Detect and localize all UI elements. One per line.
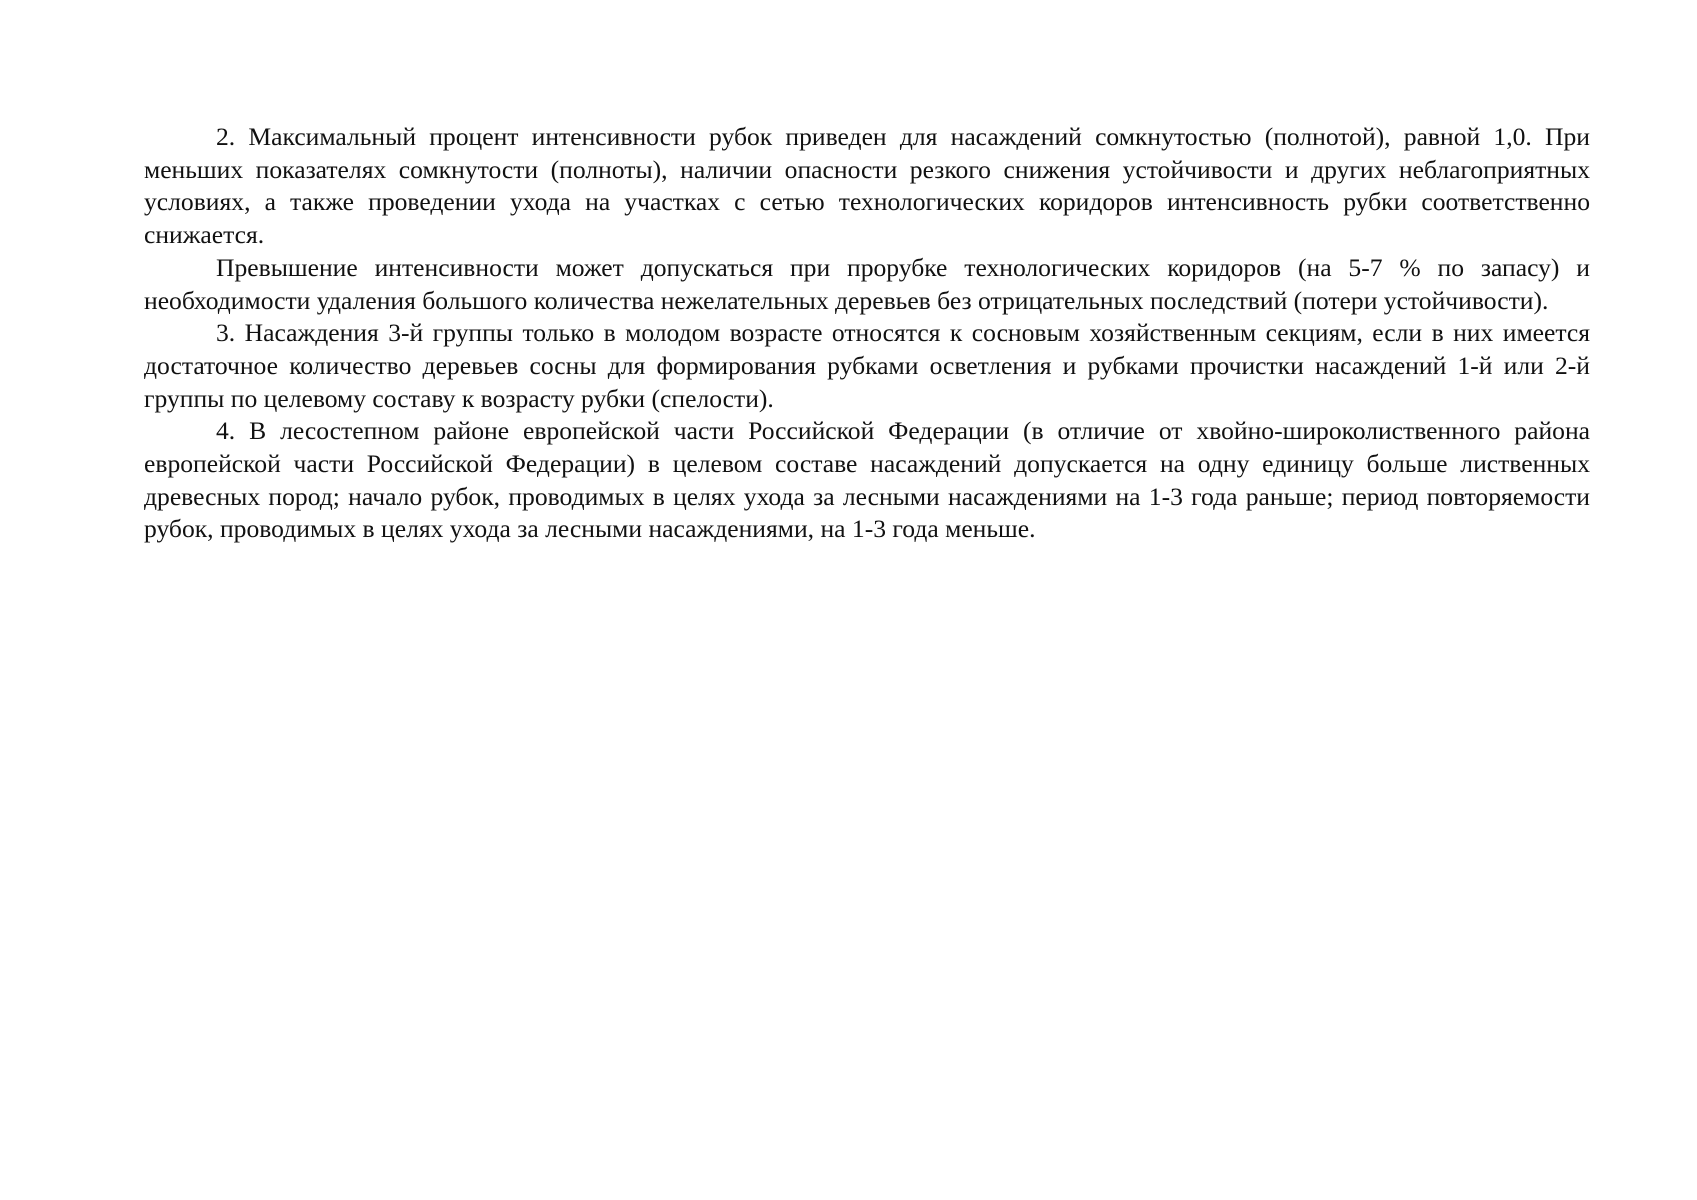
note-3-paragraph: 3. Насаждения 3-й группы только в молодом возрасте относятся к сосновым хозяйственным секциям, если в них имеется достаточное количество деревьев сосны для формирования рубками осветления и рубками прочистки насаждений 1-й или 2-й группы по целевому составу к возрасту рубки (спелости). xyxy=(144,318,1590,413)
document-body xyxy=(144,121,1590,546)
note-4-paragraph: 4. В лесостепном районе европейской части Российской Федерации (в отличие от хвойно-широколиственного района европейской части Российской Федерации) в целевом составе насаждений допускается на одну единицу больше лиственных древесных пород; начало рубок, проводимых в целях ухода за лесными насаждениями на 1-3 года раньше; период повторяемости рубок, проводимых в целях ухода за лесными насаждениями, на 1-3 года меньше. xyxy=(144,416,1590,544)
note-2-paragraph: 2. Максимальный процент интенсивности рубок приведен для насаждений сомкнутостью (полнотой), равной 1,0. При меньших показателях сомкнутости (полноты), наличии опасности резкого снижения устойчивости и других неблагоприятных условиях, а также проведении ухода на участках с сетью технологических коридоров интенсивность рубки соответственно снижается. xyxy=(144,122,1590,250)
intensity-excess-paragraph: Превышение интенсивности может допускаться при прорубке технологических коридоров (на 5-7 % по запасу) и необходимости удаления большого количества нежелательных деревьев без отрицательных последствий (потери устойчивости). xyxy=(144,252,1590,315)
